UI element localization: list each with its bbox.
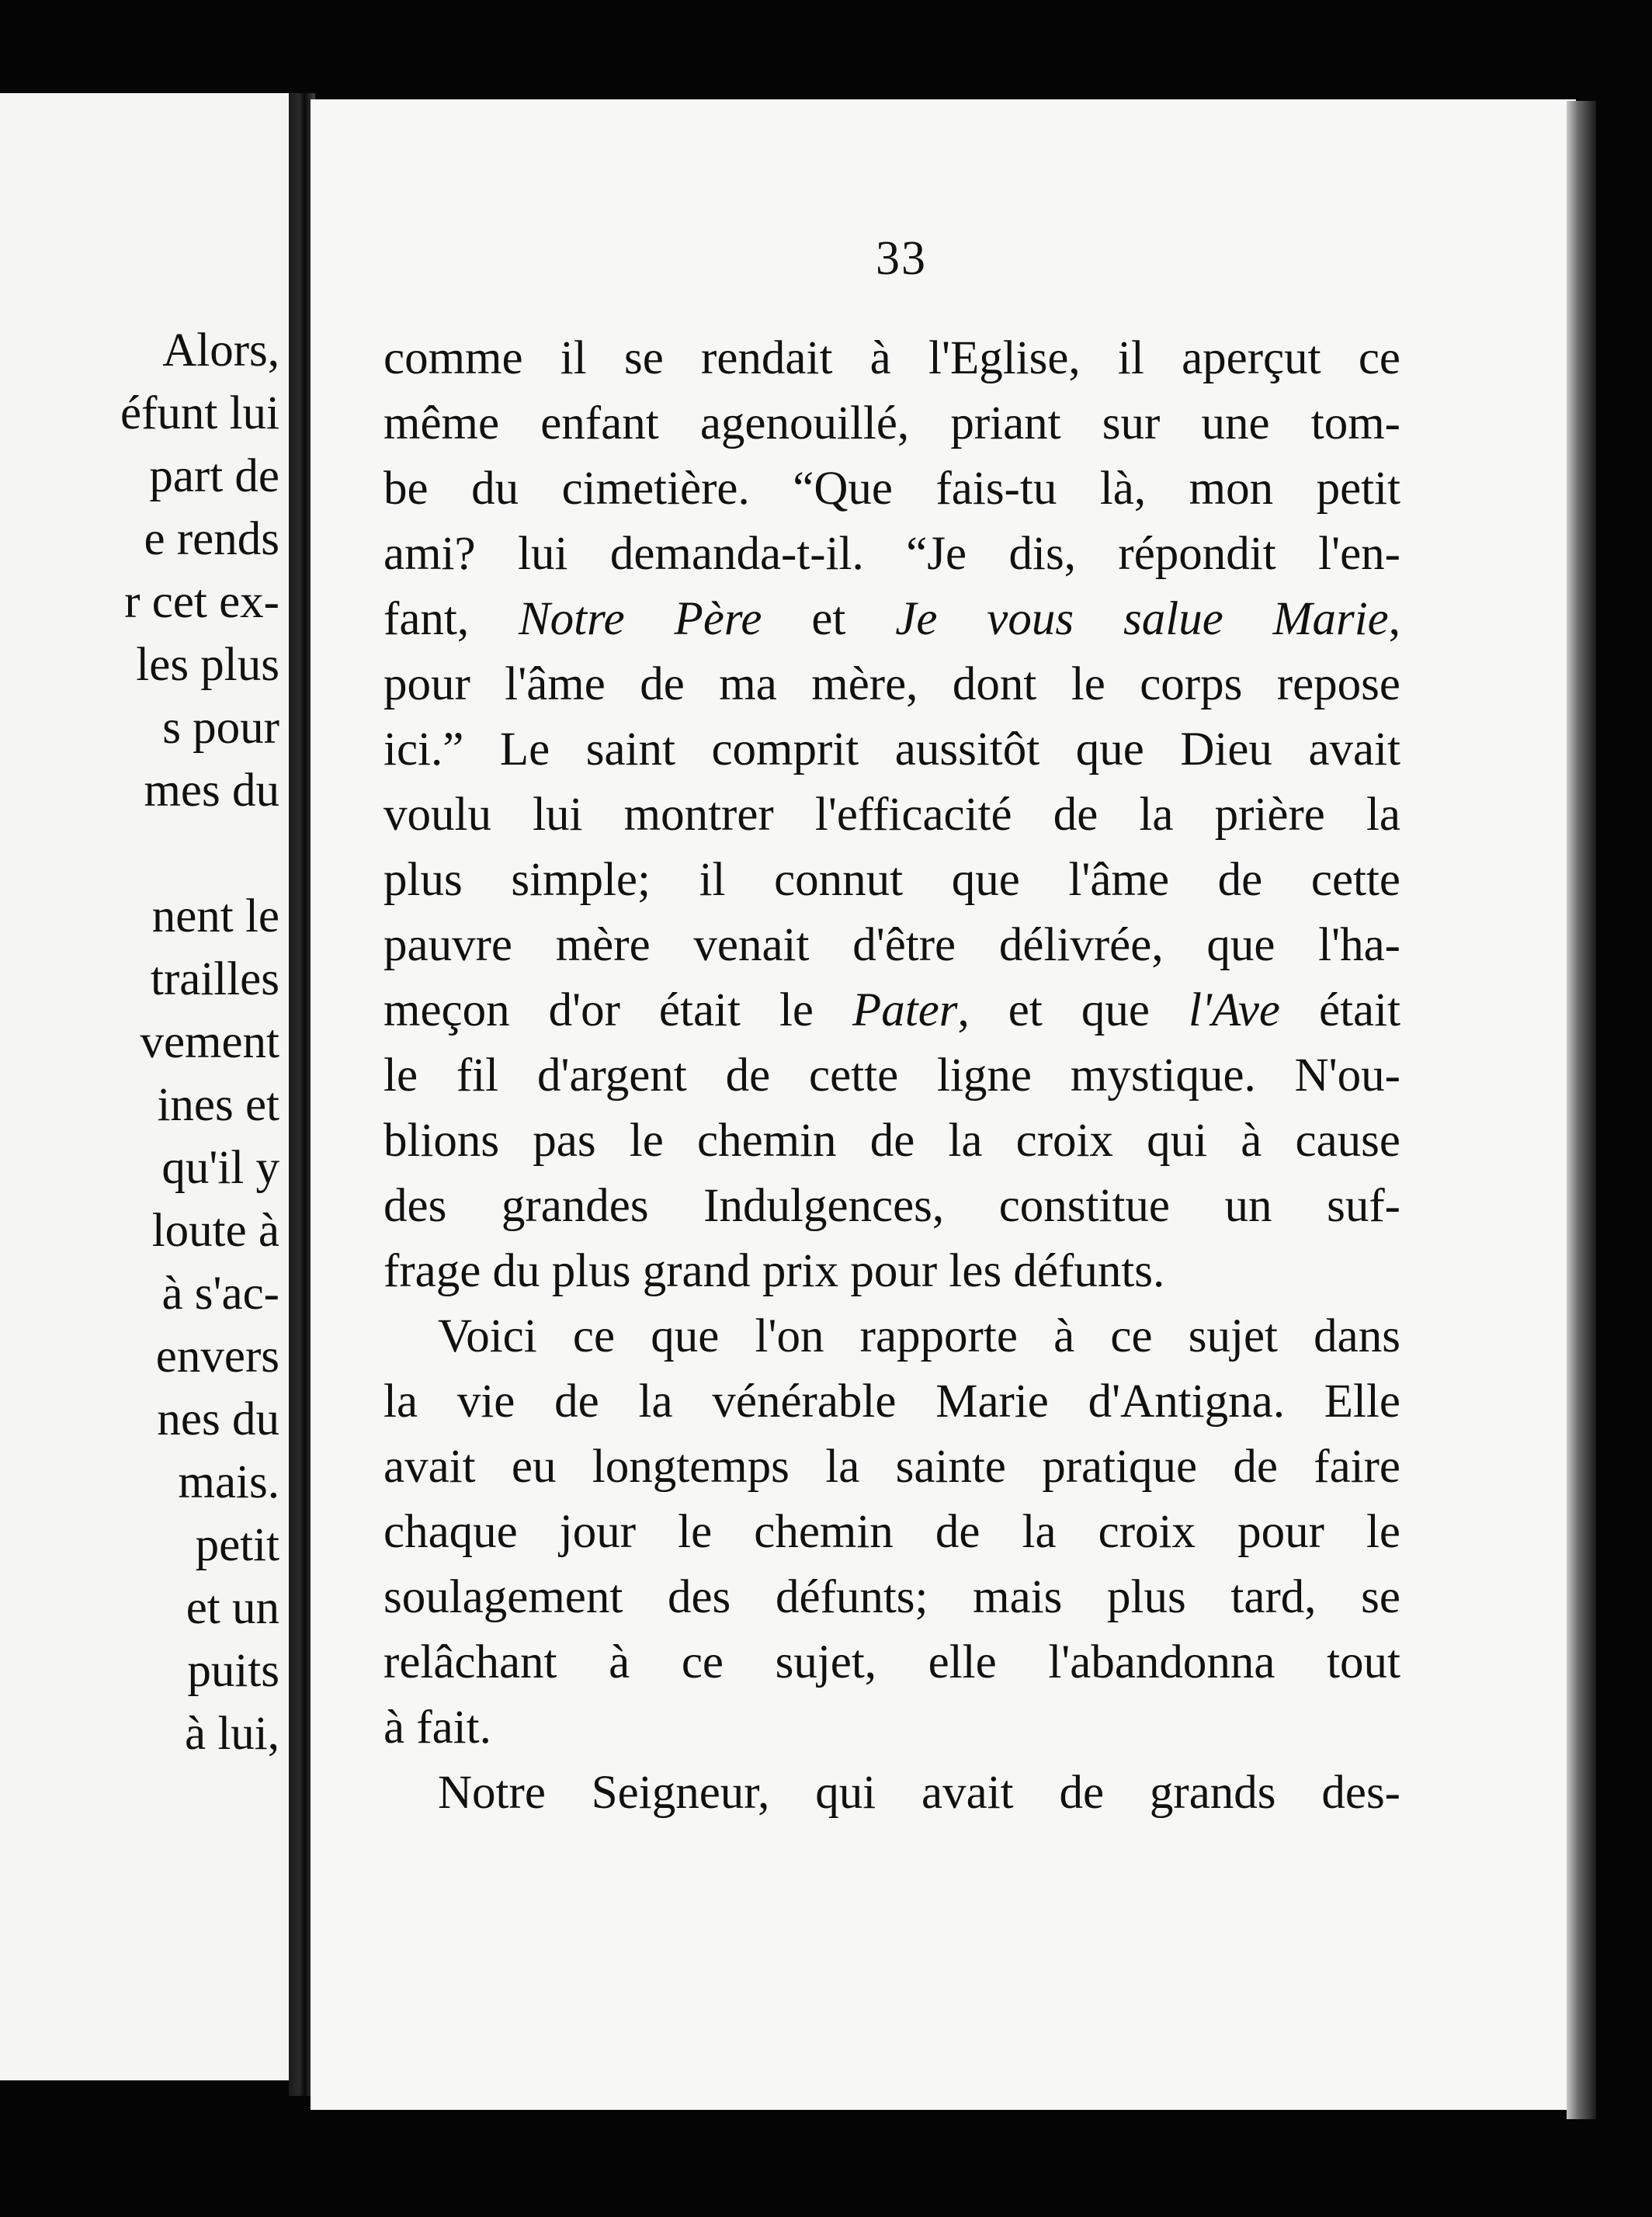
facing-page-line: qu'il y	[161, 1142, 279, 1194]
text-run: avait eu longtemps la sainte pratique de faire	[384, 1441, 1400, 1493]
text-line	[384, 1630, 1400, 1695]
text-line	[384, 1043, 1400, 1108]
text-line	[384, 1761, 1400, 1826]
text-run: relâchant à ce sujet, elle l'abandonna tout	[384, 1636, 1400, 1688]
text-run: frage du plus grand prix pour les défunts.	[384, 1245, 1165, 1297]
facing-page-line: à lui,	[185, 1708, 279, 1760]
text-line	[384, 848, 1400, 913]
facing-page-line: petit	[195, 1519, 279, 1571]
italic-text: Pater	[852, 984, 958, 1036]
facing-page-line: et un	[186, 1582, 279, 1634]
text-run: meçon d'or était le	[384, 984, 852, 1036]
facing-page-line: éfunt lui	[120, 387, 279, 439]
text-run: même enfant agenouillé, priant sur une tom-	[384, 397, 1400, 449]
facing-page-line: s pour	[162, 702, 279, 754]
text-run: Voici ce que l'on rapporte à ce sujet dans	[438, 1310, 1400, 1362]
facing-page-left	[0, 93, 293, 2080]
italic-text: Notre Père	[518, 593, 762, 645]
text-run: des grandes Indulgences, constitue un suf-	[384, 1180, 1400, 1232]
text-run: ici.” Le saint comprit aussitôt que Dieu avait	[384, 723, 1400, 775]
facing-page-line: e rends	[144, 513, 279, 565]
facing-page-line: mais.	[178, 1456, 279, 1508]
text-line	[384, 717, 1400, 782]
text-line	[384, 587, 1400, 652]
text-line	[384, 1304, 1400, 1369]
text-run: comme il se rendait à l'Eglise, il aperçut ce	[384, 332, 1400, 384]
facing-page-line: à s'ac-	[161, 1268, 279, 1320]
text-line	[384, 522, 1400, 587]
text-line	[384, 1695, 1400, 1761]
facing-page-line: Alors,	[162, 324, 279, 376]
text-line	[384, 1174, 1400, 1239]
text-run: le fil d'argent de cette ligne mystique. N'ou-	[384, 1050, 1400, 1102]
text-run: pour l'âme de ma mère, dont le corps repose	[384, 658, 1400, 710]
text-run: ,	[1388, 593, 1400, 645]
facing-page-line: envers	[155, 1331, 279, 1383]
facing-page-line: trailles	[151, 953, 279, 1005]
text-run: la vie de la vénérable Marie d'Antigna. Elle	[384, 1376, 1400, 1428]
text-run: ami? lui demanda-t-il. “Je dis, répondit l'en-	[384, 528, 1400, 580]
facing-page-line: les plus	[136, 639, 279, 691]
facing-page-line: vement	[140, 1016, 279, 1068]
text-line	[384, 326, 1400, 391]
facing-page-line: nes du	[157, 1393, 279, 1445]
text-line	[384, 978, 1400, 1043]
text-run: soulagement des défunts; mais plus tard, se	[384, 1571, 1400, 1623]
text-line	[384, 1369, 1400, 1435]
text-line	[384, 913, 1400, 978]
italic-text: Je vous salue Marie	[895, 593, 1389, 645]
text-line	[384, 782, 1400, 848]
text-run: était	[1279, 984, 1400, 1036]
facing-page-line: r cet ex-	[124, 576, 279, 628]
facing-page-line: nent le	[151, 890, 279, 942]
text-run: Notre Seigneur, qui avait de grands des-	[438, 1767, 1400, 1819]
text-line	[384, 1108, 1400, 1174]
text-run: , et que	[957, 984, 1189, 1036]
text-run: plus simple; il connut que l'âme de cette	[384, 854, 1400, 906]
text-line	[384, 1565, 1400, 1630]
text-run: pauvre mère venait d'être délivrée, que l'ha-	[384, 919, 1400, 971]
facing-page-line: mes du	[144, 765, 279, 817]
facing-page-line: part de	[149, 450, 279, 502]
text-run: be du cimetière. “Que fais-tu là, mon petit	[384, 463, 1400, 515]
facing-page-line: loute à	[151, 1205, 279, 1257]
text-line	[384, 1239, 1400, 1304]
text-run: chaque jour le chemin de la croix pour le	[384, 1506, 1400, 1558]
text-run: à fait.	[384, 1702, 491, 1754]
facing-page-line: puits	[187, 1645, 279, 1697]
text-run: et	[762, 593, 896, 645]
text-line	[384, 391, 1400, 456]
text-run: fant,	[384, 593, 519, 645]
italic-text: l'Ave	[1188, 984, 1280, 1036]
text-line	[384, 1500, 1400, 1565]
text-run: blions pas le chemin de la croix qui à cause	[384, 1115, 1400, 1167]
page-number: 33	[876, 232, 927, 285]
text-line	[384, 1435, 1400, 1500]
text-line	[384, 652, 1400, 717]
text-run: voulu lui montrer l'efficacité de la prière la	[384, 789, 1400, 841]
text-line	[384, 456, 1400, 522]
page-edge	[1567, 101, 1596, 2119]
facing-page-line: ines et	[157, 1079, 279, 1131]
